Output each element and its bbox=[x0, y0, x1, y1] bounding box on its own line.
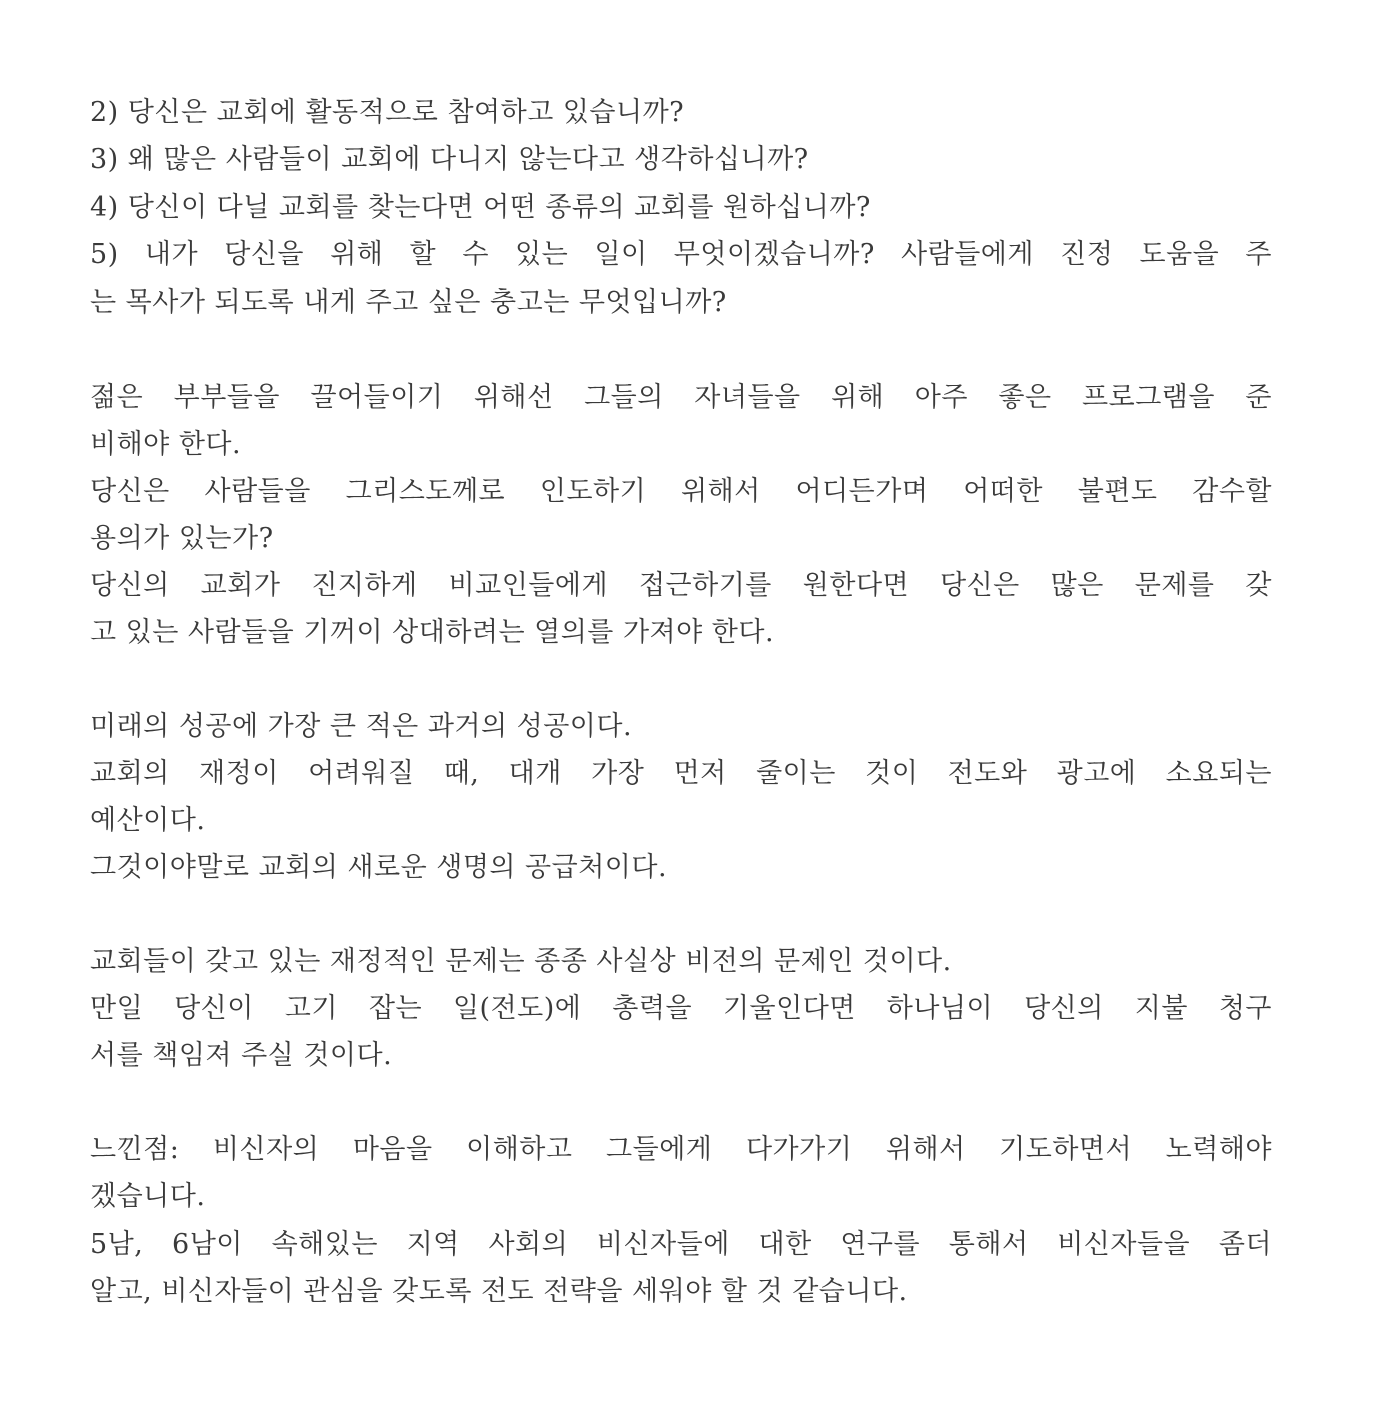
paragraph-1-line-5: 당신의 교회가 진지하게 비교인들에게 접근하기를 원한다면 당신은 많은 문제를 갖 bbox=[90, 570, 1272, 601]
paragraph-1-line-3: 당신은 사람들을 그리스도께로 인도하기 위해서 어디든가며 어떠한 불편도 감수할 bbox=[90, 476, 1272, 507]
reflection-line-3: 5남, 6남이 속해있는 지역 사회의 비신자들에 대한 연구를 통해서 비신자들을 좀더 bbox=[90, 1229, 1272, 1260]
question-5-line-1: 5) 내가 당신을 위해 할 수 있는 일이 무엇이겠습니까? 사람들에게 진정 도움을 주 bbox=[90, 239, 1272, 270]
paragraph-1-line-2: 비해야 한다. bbox=[90, 429, 242, 460]
reflection-line-4: 알고, 비신자들이 관심을 갖도록 전도 전략을 세워야 할 것 같습니다. bbox=[90, 1276, 908, 1307]
paragraph-2-line-2: 교회의 재정이 어려워질 때, 대개 가장 먼저 줄이는 것이 전도와 광고에 소요되는 bbox=[90, 758, 1272, 789]
question-2: 2) 당신은 교회에 활동적으로 참여하고 있습니까? bbox=[90, 97, 685, 128]
paragraph-2-line-1: 미래의 성공에 가장 큰 적은 과거의 성공이다. bbox=[90, 711, 633, 742]
paragraph-2-line-3: 예산이다. bbox=[90, 805, 206, 836]
paragraph-2-line-4: 그것이야말로 교회의 새로운 생명의 공급처이다. bbox=[90, 852, 668, 883]
paragraph-3-line-1: 교회들이 갖고 있는 재정적인 문제는 종종 사실상 비전의 문제인 것이다. bbox=[90, 946, 952, 977]
paragraph-1-line-6: 고 있는 사람들을 기꺼이 상대하려는 열의를 가져야 한다. bbox=[90, 617, 775, 648]
paragraph-3-line-2: 만일 당신이 고기 잡는 일(전도)에 총력을 기울인다면 하나님이 당신의 지불 청구 bbox=[90, 993, 1272, 1024]
question-5-line-2: 는 목사가 되도록 내게 주고 싶은 충고는 무엇입니까? bbox=[90, 287, 727, 318]
reflection-line-1: 느낀점: 비신자의 마음을 이해하고 그들에게 다가가기 위해서 기도하면서 노력해야 bbox=[90, 1134, 1272, 1165]
paragraph-1-line-1: 젊은 부부들을 끌어들이기 위해선 그들의 자녀들을 위해 아주 좋은 프로그램을 준 bbox=[90, 382, 1272, 413]
paragraph-1-line-4: 용의가 있는가? bbox=[90, 523, 274, 554]
paragraph-3-line-3: 서를 책임져 주실 것이다. bbox=[90, 1040, 393, 1071]
question-4: 4) 당신이 다닐 교회를 찾는다면 어떤 종류의 교회를 원하십니까? bbox=[90, 192, 871, 223]
question-3: 3) 왜 많은 사람들이 교회에 다니지 않는다고 생각하십니까? bbox=[90, 144, 809, 175]
reflection-line-2: 겠습니다. bbox=[90, 1181, 206, 1212]
